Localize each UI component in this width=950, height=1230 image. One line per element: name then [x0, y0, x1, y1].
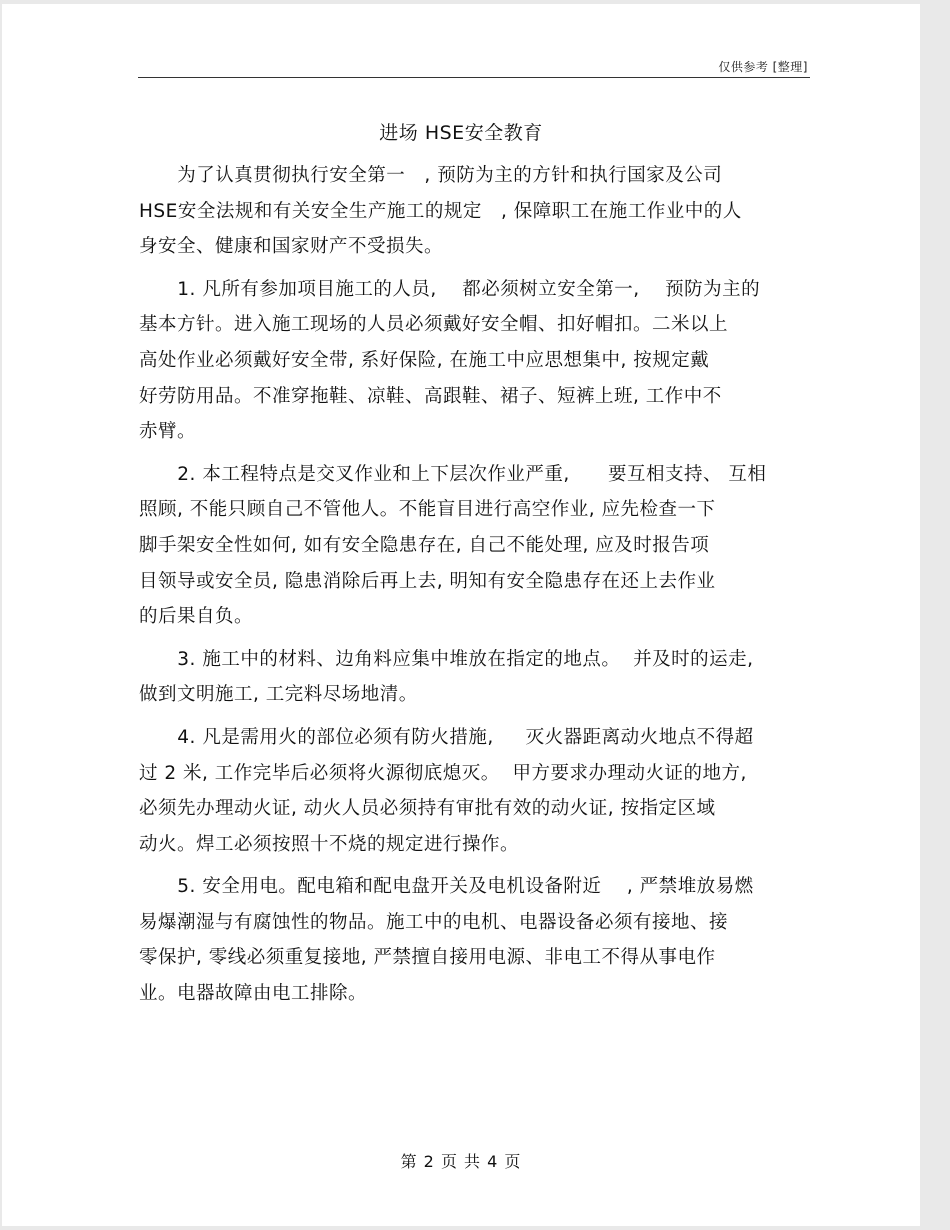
document-body — [139, 158, 811, 1019]
text-line: 做到文明施工, 工完料尽场地清。 — [139, 684, 418, 706]
text-line: 3. 施工中的材料、边角料应集中堆放在指定的地点。 并及时的运走, — [139, 648, 754, 670]
text-line: 照顾, 不能只顾自己不管他人。不能盲目进行高空作业, 应先检查一下 — [139, 499, 716, 521]
text-line: 5. 安全用电。配电箱和配电盘开关及电机设备附近 , 严禁堆放易燃 — [139, 876, 754, 898]
text-line: HSE安全法规和有关安全生产施工的规定 , 保障职工在施工作业中的人 — [139, 200, 742, 222]
text-line: 4. 凡是需用火的部位必须有防火措施, 灭火器距离动火地点不得超 — [139, 726, 754, 748]
text-line: 高处作业必须戴好安全带, 系好保险, 在施工中应思想集中, 按规定戴 — [139, 349, 710, 371]
paragraph-item-3 — [139, 642, 811, 713]
text-line: 易爆潮湿与有腐蚀性的物品。施工中的电机、电器设备必须有接地、接 — [139, 911, 729, 933]
text-line: 必须先办理动火证, 动火人员必须持有审批有效的动火证, 按指定区域 — [139, 798, 716, 820]
text-line: 基本方针。进入施工现场的人员必须戴好安全帽、扣好帽扣。二米以上 — [139, 314, 729, 336]
text-line: 2. 本工程特点是交叉作业和上下层次作业严重, 要互相支持、 互相 — [139, 463, 767, 485]
text-line: 过 2 米, 工作完毕后必须将火源彻底熄灭。 甲方要求办理动火证的地方, — [139, 762, 747, 784]
header-rule — [138, 77, 810, 78]
text-line: 脚手架安全性如何, 如有安全隐患存在, 自己不能处理, 应及时报告项 — [139, 534, 710, 556]
text-line: 零保护, 零线必须重复接地, 严禁擅自接用电源、非电工不得从事电作 — [139, 947, 716, 969]
text-line: 好劳防用品。不准穿拖鞋、凉鞋、高跟鞋、裙子、短裤上班, 工作中不 — [139, 385, 722, 407]
text-line: 赤臂。 — [139, 421, 197, 443]
paragraph-intro — [139, 158, 811, 265]
paragraph-item-4 — [139, 720, 811, 862]
header-note: 仅供参考 [整理] — [718, 60, 808, 74]
text-line: 目领导或安全员, 隐患消除后再上去, 明知有安全隐患存在还上去作业 — [139, 570, 716, 592]
text-line: 业。电器故障由电工排除。 — [139, 983, 368, 1005]
text-line: 1. 凡所有参加项目施工的人员, 都必须树立安全第一, 预防为主的 — [139, 278, 761, 300]
paragraph-item-5 — [139, 869, 811, 1011]
page-number: 第 2 页 共 4 页 — [400, 1152, 522, 1171]
text-line: 为了认真贯彻执行安全第一 , 预防为主的方针和执行国家及公司 — [139, 165, 723, 186]
document-title: 进场 HSE安全教育 — [379, 122, 543, 144]
text-line: 身安全、健康和国家财产不受损失。 — [139, 236, 444, 258]
document-page — [2, 4, 920, 1226]
text-line: 的后果自负。 — [139, 606, 254, 628]
paragraph-item-1 — [139, 272, 811, 450]
paragraph-item-2 — [139, 457, 811, 635]
text-line: 动火。焊工必须按照十不烧的规定进行操作。 — [139, 833, 520, 855]
